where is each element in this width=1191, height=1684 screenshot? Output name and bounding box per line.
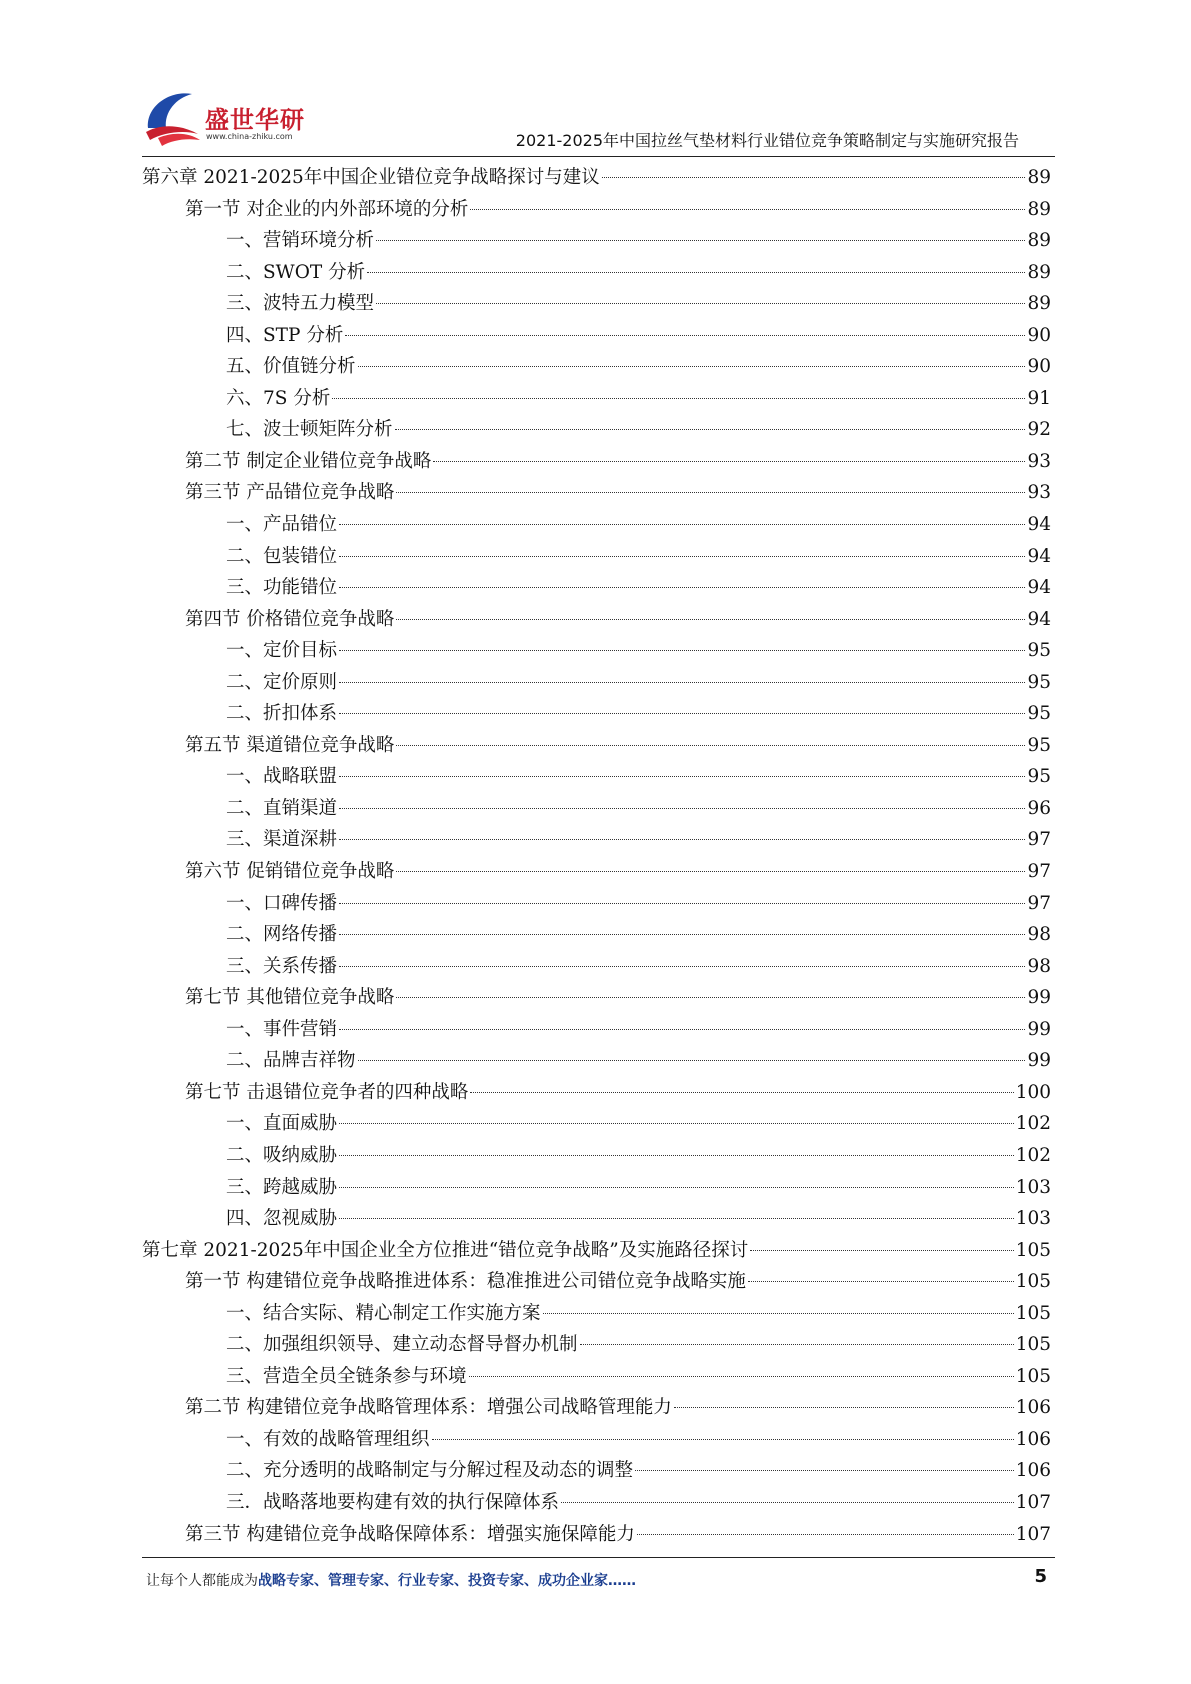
brand-url: www.china-zhiku.com: [206, 132, 293, 141]
toc-entry[interactable]: [142, 509, 1051, 541]
toc-entry-title: 第七节 击退错位竞争者的四种战略: [185, 1081, 469, 1103]
toc-entry-title: 七、波士顿矩阵分析: [226, 419, 393, 441]
toc-entry-page: 106: [1015, 1397, 1051, 1419]
toc-entry-page: 89: [1027, 198, 1051, 220]
toc-entry[interactable]: [142, 698, 1051, 730]
toc-leader-dots: [345, 335, 1025, 336]
toc-leader-dots: [339, 1187, 1014, 1188]
toc-entry[interactable]: [142, 667, 1051, 699]
toc-leader-dots: [339, 839, 1025, 840]
toc-leader-dots: [674, 1407, 1014, 1408]
toc-entry[interactable]: [142, 635, 1051, 667]
toc-entry-page: 96: [1027, 797, 1051, 819]
footer-slogan: [146, 1570, 636, 1590]
toc-entry-title: 第六节 促销错位竞争战略: [185, 861, 395, 883]
toc-leader-dots: [339, 1155, 1014, 1156]
toc-entry-page: 99: [1027, 1018, 1051, 1040]
toc-entry-page: 95: [1027, 671, 1051, 693]
toc-entry[interactable]: [142, 288, 1051, 320]
toc-entry-page: 105: [1015, 1302, 1051, 1324]
toc-entry-page: 89: [1027, 230, 1051, 252]
toc-entry[interactable]: [142, 888, 1051, 920]
toc-leader-dots: [358, 1060, 1026, 1061]
toc-entry[interactable]: [142, 1298, 1051, 1330]
toc-entry-title: 三、关系传播: [226, 955, 338, 977]
toc-entry[interactable]: [142, 477, 1051, 509]
toc-entry-title: 第二节 构建错位竞争战略管理体系：增强公司战略管理能力: [185, 1397, 672, 1419]
toc-leader-dots: [580, 1344, 1014, 1345]
toc-entry[interactable]: [142, 1455, 1051, 1487]
toc-entry[interactable]: [142, 1235, 1051, 1267]
toc-entry-title: 一、营销环境分析: [226, 230, 375, 252]
toc-entry-title: 二、折扣体系: [226, 703, 338, 725]
toc-entry[interactable]: [142, 541, 1051, 573]
toc-leader-dots: [332, 398, 1025, 399]
toc-entry[interactable]: [142, 1392, 1051, 1424]
toc-entry-page: 89: [1027, 293, 1051, 315]
toc-entry[interactable]: [142, 1203, 1051, 1235]
toc-leader-dots: [339, 776, 1025, 777]
toc-entry-page: 94: [1027, 514, 1051, 536]
toc-entry[interactable]: [142, 194, 1051, 226]
toc-entry-title: 一、结合实际、精心制定工作实施方案: [226, 1302, 541, 1324]
brand-name: 盛世华研: [205, 106, 305, 134]
toc-leader-dots: [339, 556, 1025, 557]
toc-entry-page: 95: [1027, 640, 1051, 662]
toc-entry[interactable]: [142, 162, 1051, 194]
toc-entry[interactable]: [142, 1519, 1051, 1551]
toc-entry-page: 103: [1015, 1176, 1051, 1198]
toc-entry-page: 89: [1027, 167, 1051, 188]
toc-entry-title: 一、有效的战略管理组织: [226, 1428, 430, 1450]
toc-entry-title: 一、产品错位: [226, 514, 338, 536]
toc-entry-title: 第四节 价格错位竞争战略: [185, 608, 395, 630]
toc-entry-title: 第七章 2021-2025年中国企业全方位推进“错位竞争战略”及实施路径探讨: [142, 1239, 749, 1261]
toc-entry[interactable]: [142, 257, 1051, 289]
toc-entry-page: 95: [1027, 703, 1051, 725]
toc-entry-title: 三、跨越威胁: [226, 1176, 338, 1198]
toc-entry-title: 第七节 其他错位竞争战略: [185, 987, 395, 1009]
toc-entry[interactable]: [142, 572, 1051, 604]
toc-entry[interactable]: [142, 383, 1051, 415]
toc-entry-title: 二、充分透明的战略制定与分解过程及动态的调整: [226, 1460, 634, 1482]
toc-entry-page: 91: [1027, 387, 1051, 409]
toc-leader-dots: [339, 650, 1025, 651]
toc-leader-dots: [635, 1470, 1014, 1471]
toc-entry-title: 第二节 制定企业错位竞争战略: [185, 450, 432, 472]
toc-entry[interactable]: [142, 730, 1051, 762]
toc-leader-dots: [339, 1029, 1025, 1030]
toc-leader-dots: [395, 429, 1026, 430]
toc-entry[interactable]: [142, 1487, 1051, 1519]
toc-entry-page: 98: [1027, 955, 1051, 977]
toc-entry[interactable]: [142, 1045, 1051, 1077]
toc-entry[interactable]: [142, 1014, 1051, 1046]
toc-entry-page: 98: [1027, 924, 1051, 946]
toc-entry-page: 106: [1015, 1428, 1051, 1450]
toc-entry-title: 二、品牌吉祥物: [226, 1050, 356, 1072]
toc-entry-title: 第三节 产品错位竞争战略: [185, 482, 395, 504]
footer-slogan-highlight: 战略专家、管理专家、行业专家、投资专家、成功企业家……: [258, 1573, 636, 1589]
toc-entry-title: 三、渠道深耕: [226, 829, 338, 851]
toc-entry[interactable]: [142, 1266, 1051, 1298]
toc-entry-title: 一、事件营销: [226, 1018, 338, 1040]
toc-leader-dots: [376, 303, 1025, 304]
toc-leader-dots: [339, 1123, 1014, 1124]
toc-entry-title: 一、直面威胁: [226, 1113, 338, 1135]
toc-entry-title: 二、包装错位: [226, 545, 338, 567]
toc-leader-dots: [339, 713, 1025, 714]
toc-entry[interactable]: [142, 604, 1051, 636]
toc-leader-dots: [376, 240, 1025, 241]
toc-leader-dots: [339, 1218, 1014, 1219]
toc-entry[interactable]: [142, 1077, 1051, 1109]
toc-entry-page: 90: [1027, 324, 1051, 346]
toc-entry[interactable]: [142, 761, 1051, 793]
toc-entry[interactable]: [142, 919, 1051, 951]
toc-entry-page: 97: [1027, 829, 1051, 851]
toc-entry-title: 一、战略联盟: [226, 766, 338, 788]
toc-leader-dots: [339, 524, 1025, 525]
toc-entry-page: 95: [1027, 766, 1051, 788]
toc-leader-dots: [433, 461, 1025, 462]
page-number: 5: [1034, 1566, 1047, 1587]
toc-entry[interactable]: [142, 320, 1051, 352]
toc-entry-title: 六、7S 分析: [226, 387, 331, 409]
toc-leader-dots: [470, 1092, 1013, 1093]
toc-entry-page: 107: [1015, 1491, 1051, 1513]
toc-entry-page: 106: [1015, 1460, 1051, 1482]
toc-leader-dots: [748, 1281, 1014, 1282]
toc-leader-dots: [396, 871, 1025, 872]
toc-leader-dots: [396, 492, 1025, 493]
toc-entry-title: 三．战略落地要构建有效的执行保障体系: [226, 1491, 560, 1513]
toc-entry[interactable]: [142, 351, 1051, 383]
toc-leader-dots: [339, 587, 1025, 588]
toc-entry-page: 93: [1027, 450, 1051, 472]
toc-entry-title: 第一节 构建错位竞争战略推进体系：稳准推进公司错位竞争战略实施: [185, 1271, 746, 1293]
toc-entry-title: 第六章 2021-2025年中国企业错位竞争战略探讨与建议: [142, 167, 600, 188]
toc-entry-page: 94: [1027, 545, 1051, 567]
toc-leader-dots: [432, 1439, 1014, 1440]
toc-leader-dots: [470, 209, 1025, 210]
toc-entry[interactable]: [142, 1140, 1051, 1172]
toc-leader-dots: [602, 177, 1026, 178]
toc-entry[interactable]: [142, 414, 1051, 446]
toc-leader-dots: [339, 808, 1025, 809]
toc-entry[interactable]: [142, 1424, 1051, 1456]
toc-entry-title: 第三节 构建错位竞争战略保障体系：增强实施保障能力: [185, 1523, 635, 1545]
toc-entry-page: 97: [1027, 861, 1051, 883]
toc-entry-title: 四、STP 分析: [226, 324, 344, 346]
toc-entry-page: 102: [1015, 1113, 1051, 1135]
toc-entry-title: 三、波特五力模型: [226, 293, 375, 315]
toc-entry-title: 一、口碑传播: [226, 892, 338, 914]
toc-entry-page: 95: [1027, 734, 1051, 756]
toc-leader-dots: [543, 1313, 1014, 1314]
toc-entry-title: 二、网络传播: [226, 924, 338, 946]
toc-entry-title: 二、SWOT 分析: [226, 261, 366, 283]
toc-leader-dots: [339, 934, 1025, 935]
toc-leader-dots: [396, 745, 1025, 746]
toc-entry[interactable]: [142, 1172, 1051, 1204]
toc-entry[interactable]: [142, 1108, 1051, 1140]
toc-entry-page: 107: [1015, 1523, 1051, 1545]
toc-entry-page: 94: [1027, 608, 1051, 630]
toc-leader-dots: [396, 619, 1025, 620]
footer-divider: [142, 1557, 1055, 1558]
toc-entry-title: 第一节 对企业的内外部环境的分析: [185, 198, 469, 220]
toc-entry-title: 四、忽视威胁: [226, 1208, 338, 1230]
toc-entry-title: 二、加强组织领导、建立动态督导督办机制: [226, 1334, 578, 1356]
toc-entry-page: 89: [1027, 261, 1051, 283]
toc-entry[interactable]: [142, 951, 1051, 983]
header-divider: [142, 156, 1055, 157]
toc-leader-dots: [367, 272, 1025, 273]
toc-leader-dots: [339, 903, 1025, 904]
toc-leader-dots: [358, 366, 1026, 367]
report-title: 2021-2025年中国拉丝气垫材料行业错位竞争策略制定与实施研究报告: [515, 131, 1019, 150]
toc-entry-page: 99: [1027, 987, 1051, 1009]
table-of-contents: [142, 162, 1051, 1550]
toc-entry-page: 105: [1015, 1334, 1051, 1356]
toc-leader-dots: [750, 1250, 1013, 1251]
toc-entry-page: 90: [1027, 356, 1051, 378]
toc-entry[interactable]: [142, 982, 1051, 1014]
toc-entry-page: 105: [1015, 1271, 1051, 1293]
toc-entry-page: 93: [1027, 482, 1051, 504]
toc-entry[interactable]: [142, 824, 1051, 856]
toc-entry-title: 三、营造全员全链条参与环境: [226, 1365, 467, 1387]
toc-entry-title: 二、吸纳威胁: [226, 1144, 338, 1166]
toc-entry-title: 三、功能错位: [226, 577, 338, 599]
toc-entry[interactable]: [142, 1361, 1051, 1393]
toc-entry-page: 100: [1015, 1081, 1051, 1103]
footer-slogan-prefix: 让每个人都能成为: [146, 1573, 258, 1589]
toc-entry[interactable]: [142, 446, 1051, 478]
toc-entry-title: 五、价值链分析: [226, 356, 356, 378]
toc-entry-page: 99: [1027, 1050, 1051, 1072]
toc-leader-dots: [339, 682, 1025, 683]
toc-entry-page: 105: [1015, 1365, 1051, 1387]
toc-leader-dots: [396, 997, 1025, 998]
toc-entry-page: 103: [1015, 1208, 1051, 1230]
toc-leader-dots: [637, 1534, 1014, 1535]
toc-entry-page: 105: [1015, 1239, 1051, 1261]
toc-leader-dots: [561, 1502, 1014, 1503]
toc-entry[interactable]: [142, 1329, 1051, 1361]
toc-entry[interactable]: [142, 225, 1051, 257]
toc-entry-page: 97: [1027, 892, 1051, 914]
toc-entry-title: 第五节 渠道错位竞争战略: [185, 734, 395, 756]
toc-entry-page: 94: [1027, 577, 1051, 599]
toc-entry-title: 一、定价目标: [226, 640, 338, 662]
toc-entry[interactable]: [142, 793, 1051, 825]
toc-leader-dots: [469, 1376, 1014, 1377]
toc-entry-title: 二、定价原则: [226, 671, 338, 693]
toc-entry-page: 92: [1027, 419, 1051, 441]
toc-entry-page: 102: [1015, 1144, 1051, 1166]
toc-leader-dots: [339, 966, 1025, 967]
toc-entry-title: 二、直销渠道: [226, 797, 338, 819]
toc-entry[interactable]: [142, 856, 1051, 888]
